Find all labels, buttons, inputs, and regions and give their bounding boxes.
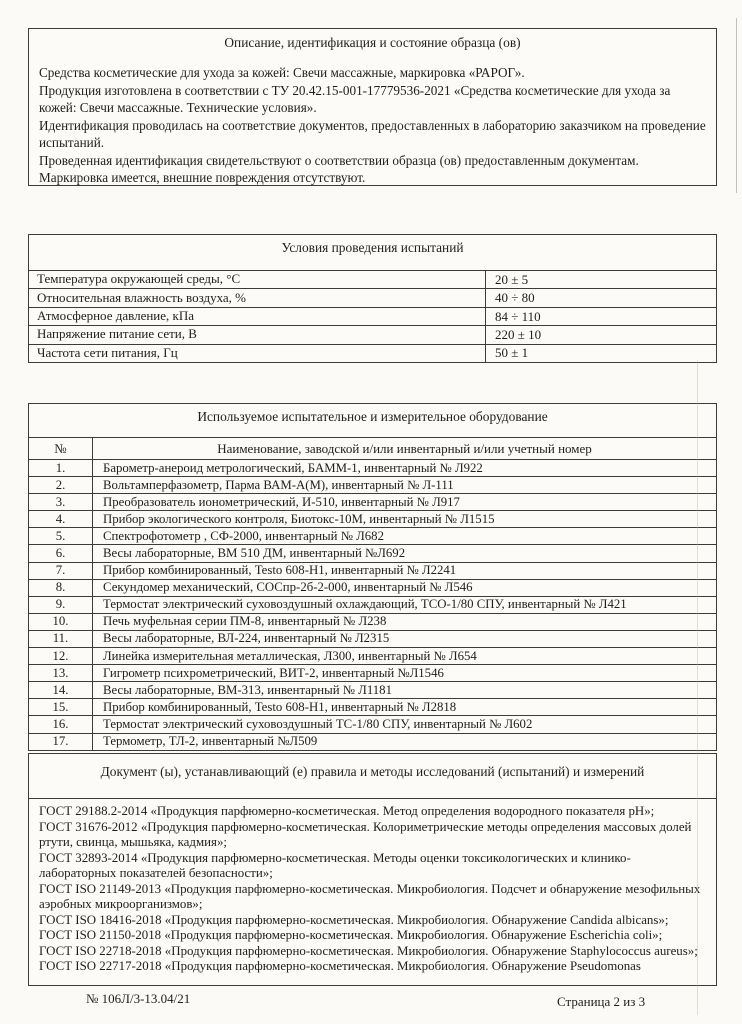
equipment-no: 11. [29,631,93,647]
column-header-name: Наименование, заводской и/или инвентарный и/или учетный номер [217,440,592,456]
condition-value: 40 ÷ 80 [485,289,716,306]
table-row [29,562,716,579]
description-paragraph: Идентификация проводилась на соответствие документов, предоставленных в лабораторию заказчиком на проведение испытаний. [39,117,706,150]
table-row [29,459,716,476]
equipment-name: Барометр-анероид метрологический, БАММ-1, инвентарный № Л922 [103,460,483,475]
equipment-name: Весы лабораторные, ВМ 510 ДМ, инвентарный №Л692 [103,546,406,561]
scan-artifact-line [736,18,737,193]
equipment-name: Секундомер механический, СОСпр-2б-2-000, инвентарный № Л546 [103,580,473,595]
equipment-name: Весы лабораторные, ВМ-313, инвентарный № Л1181 [103,682,392,697]
table-row [29,270,716,288]
scan-artifact-line [697,360,698,1015]
equipment-name: Спектрофотометр , СФ-2000, инвентарный № Л682 [103,528,384,543]
equipment-no: 16. [29,716,93,732]
table-row [29,715,716,732]
table-row [29,476,716,493]
condition-value: 220 ± 10 [485,326,716,343]
table-row [29,288,716,306]
equipment-name: Прибор комбинированный, Testo 608-H1, инвентарный № Л2818 [103,699,457,714]
equipment-no: 9. [29,597,93,613]
equipment-name: Термостат электрический суховоздушный ТС-1/80 СПУ, инвентарный № Л602 [103,716,533,731]
equipment-no: 8. [29,580,93,596]
equipment-name: Прибор экологического контроля, Биотокс-10М, инвентарный № Л1515 [103,511,495,526]
method-item: ГОСТ ISO 18416-2018 «Продукция парфюмерно-косметическая. Микробиология. Обнаружение Candida albicans»; [39,912,669,927]
table-row [29,344,716,362]
equipment-no: 15. [29,699,93,715]
description-section-title: Описание, идентификация и состояние образца (ов) [224,35,521,50]
equipment-no: 4. [29,511,93,527]
page-indicator: Страница 2 из 3 [557,994,646,1009]
condition-value: 20 ± 5 [485,271,716,288]
table-row [29,527,716,544]
table-row [29,579,716,596]
conditions-table-title: Условия проведения испытаний [281,240,464,255]
table-row [29,510,716,527]
condition-label: Относительная влажность воздуха, % [37,289,247,305]
description-paragraph: Средства косметические для ухода за кожей: Свечи массажные, маркировка «РАРОГ». [39,65,525,80]
equipment-name: Печь муфельная серии ПМ-8, инвентарный № Л238 [103,614,387,629]
description-body [29,51,716,187]
method-item: ГОСТ ISO 22717-2018 «Продукция парфюмерно-косметическая. Микробиология. Обнаружение Pseudomonas [39,959,641,973]
equipment-no: 6. [29,545,93,561]
table-row [29,630,716,647]
methods-body [29,798,716,975]
equipment-name: Гигрометр психрометрический, ВИТ-2, инвентарный №Л1546 [103,665,444,680]
equipment-name: Прибор комбинированный, Testo 608-H1, инвентарный № Л2241 [103,563,457,578]
method-item: ГОСТ ISO 21150-2018 «Продукция парфюмерно-косметическая. Микробиология. Обнаружение Escherichia coli»; [39,928,663,942]
equipment-no: 14. [29,682,93,698]
equipment-no: 12. [29,648,93,664]
equipment-no: 5. [29,528,93,544]
table-row [29,307,716,325]
method-item: ГОСТ 31676-2012 «Продукция парфюмерно-косметическая. Колориметрические методы определения массовых долей ртути, свинца, мышьяка, кадмия»; [39,819,692,849]
description-paragraph: Маркировка имеется, внешние повреждения отсутствуют. [39,170,366,185]
table-row [29,596,716,613]
method-item: ГОСТ 32893-2014 «Продукция парфюмерно-косметическая. Методы оценки токсикологических и клинико-лабораторных показателей безопасности»; [39,850,631,880]
method-item: ГОСТ ISO 22718-2018 «Продукция парфюмерно-косметическая. Микробиология. Обнаружение Staphylococcus aureus»; [39,943,698,958]
method-item: ГОСТ 29188.2-2014 «Продукция парфюмерно-косметическая. Метод определения водородного показателя pH»; [39,804,655,818]
equipment-name: Вольтамперфазометр, Парма ВАМ-А(М), инвентарный № Л-111 [103,477,454,492]
condition-value: 50 ± 1 [485,345,716,362]
equipment-name: Термометр, ТЛ-2, инвентарный №Л509 [103,734,318,749]
equipment-table [28,403,717,751]
table-row [29,325,716,343]
conditions-table [28,234,717,363]
equipment-no: 2. [29,477,93,493]
equipment-name: Термостат электрический суховоздушный охлаждающий, ТСО-1/80 СПУ, инвентарный № Л421 [103,597,627,612]
equipment-no: 13. [29,665,93,681]
equipment-no: 7. [29,563,93,579]
equipment-table-title: Используемое испытательное и измерительное оборудование [197,409,548,424]
method-item: ГОСТ ISO 21149-2013 «Продукция парфюмерно-косметическая. Микробиология. Подсчет и обнаружение мезофильных аэробных микроорганизмов»; [39,881,701,911]
description-paragraph: Проведенная идентификация свидетельствуют о соответствии образца (ов) предоставленным документам. [39,152,639,168]
table-row [29,647,716,664]
equipment-name: Весы лабораторные, ВЛ-224, инвентарный № Л2315 [103,631,390,646]
condition-label: Атмосферное давление, кПа [37,308,194,324]
table-row [29,681,716,698]
condition-label: Напряжение питание сети, В [37,326,197,342]
condition-value: 84 ÷ 110 [485,308,716,325]
description-section [28,28,717,186]
equipment-name: Преобразователь ионометрический, И-510, инвентарный № Л917 [103,494,460,509]
description-paragraph: Продукция изготовлена в соответствии с ТУ 20.42.15-001-17779536-2021 «Средства косметические для ухода за кожей: Свечи массажные. Технические условия». [39,82,671,115]
table-row [29,493,716,510]
equipment-no: 10. [29,614,93,630]
column-header-no: № [29,438,93,459]
methods-section [28,753,717,986]
equipment-no: 1. [29,460,93,476]
condition-label: Частота сети питания, Гц [37,344,178,360]
table-row [29,698,716,715]
table-row [29,733,716,750]
equipment-no: 3. [29,494,93,510]
condition-label: Температура окружающей среды, °С [37,271,241,287]
table-row [29,664,716,681]
methods-section-title: Документ (ы), устанавливающий (е) правила и методы исследований (испытаний) и измерений [100,764,645,779]
table-row [29,544,716,561]
report-number: № 106Л/3-13.04/21 [86,991,191,1006]
table-row [29,613,716,630]
equipment-table-header [29,437,716,459]
equipment-no: 17. [29,734,93,750]
equipment-name: Линейка измерительная металлическая, Л300, инвентарный № Л654 [103,648,477,663]
